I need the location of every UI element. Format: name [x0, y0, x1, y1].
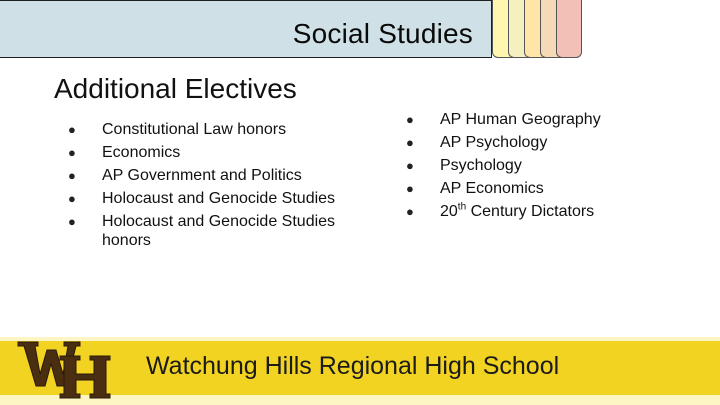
page-title: Social Studies: [292, 18, 473, 49]
list-item: [68, 187, 378, 210]
list-item-label: Constitutional Law honors: [102, 121, 287, 138]
list-item: [406, 131, 706, 154]
list-item: [68, 118, 378, 141]
bullet-icon: ●: [406, 112, 414, 127]
list-item-label: AP Human Geography: [440, 111, 601, 128]
list-item-label: AP Economics: [440, 180, 544, 197]
list-item-label: AP Government and Politics: [102, 167, 302, 184]
bullet-icon: ●: [406, 158, 414, 173]
label-superscript: th: [457, 201, 467, 213]
bullet-icon: ●: [406, 204, 414, 219]
bullet-icon: ●: [68, 122, 76, 137]
school-name: Watchung Hills Regional High School: [146, 352, 560, 380]
list-item-label: [440, 203, 594, 220]
bullet-icon: ●: [68, 145, 76, 160]
list-item-label: Holocaust and Genocide Studies: [102, 190, 336, 207]
list-item: [406, 108, 706, 131]
section-subtitle: Additional Electives: [54, 73, 297, 104]
list-item-label: Economics: [102, 144, 181, 161]
folder-tabs-decoration: [492, 0, 582, 58]
list-item-label: AP Psychology: [440, 134, 548, 151]
list-item: [406, 177, 706, 200]
list-item-label: Holocaust and Genocide Studies honors: [102, 213, 336, 249]
bullet-icon: ●: [68, 168, 76, 183]
bullet-icon: ●: [406, 181, 414, 196]
folder-tab: [556, 0, 582, 58]
bullet-icon: ●: [68, 191, 76, 206]
header-banner: [0, 0, 492, 58]
list-item: [68, 164, 378, 187]
wh-monogram-icon: [14, 334, 114, 400]
label-suffix: Century Dictators: [466, 203, 595, 220]
list-item: [68, 141, 378, 164]
left-electives-list: [68, 118, 378, 250]
list-item: [406, 200, 706, 223]
right-electives-list: [406, 108, 706, 223]
list-item: [68, 212, 378, 250]
label-prefix: 20: [440, 203, 458, 220]
bullet-icon: ●: [68, 214, 76, 229]
list-item: [406, 154, 706, 177]
list-item-label: Psychology: [440, 157, 522, 174]
bullet-icon: ●: [406, 135, 414, 150]
